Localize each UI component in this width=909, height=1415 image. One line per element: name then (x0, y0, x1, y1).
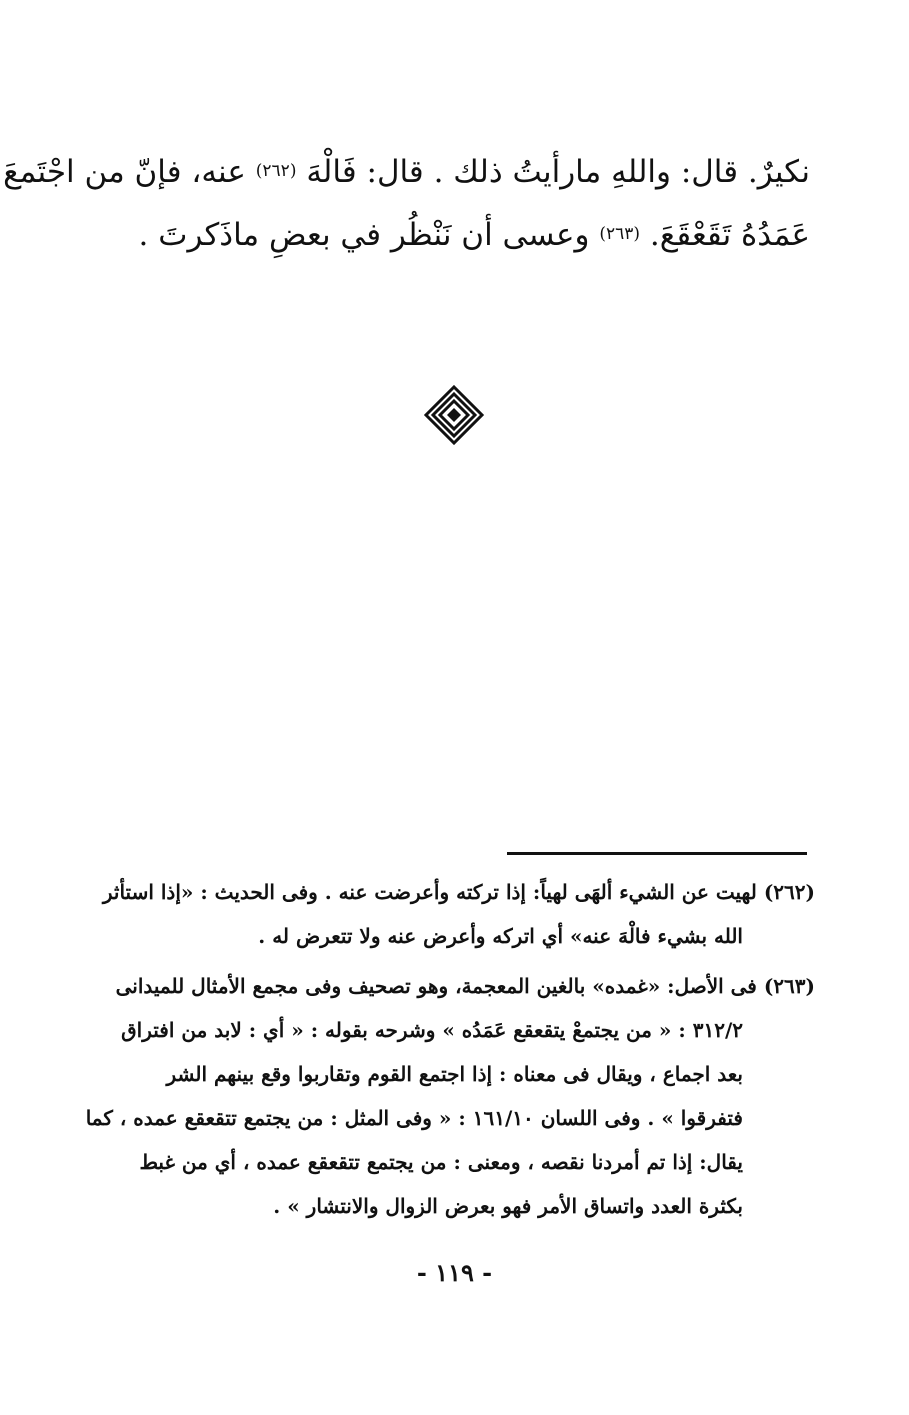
footnote-263-text-1: فى الأصل: «غمده» بالغين المعجمة، وهو تصحيف وفى مجمع الأمثال للميدانى (115, 974, 757, 998)
main-text-line-1-end: عنه، فإنّ من اجْتَمعَ (3, 153, 246, 190)
footnote-number-263: (٢٦٣) (763, 974, 815, 998)
footnote-262 (100, 870, 815, 958)
footnote-ref-263[interactable]: (٢٦٣) (599, 223, 641, 244)
footnote-262-line-1 (100, 870, 815, 914)
footnote-263-line-1 (100, 964, 815, 1008)
footnote-263 (85, 964, 815, 1228)
page-number: - ١١٩ - (416, 1258, 493, 1287)
footnotes-section (85, 870, 815, 1234)
footnote-262-line-2: الله بشيء فالْهَ عنه» أي اتركه وأعرض عنه ولا تتعرض له . (258, 924, 743, 948)
main-text-line-2 (100, 203, 810, 266)
footnote-ref-262[interactable]: (٢٦٢) (255, 161, 297, 181)
main-text-line-2-end: وعسى أن نَنْظُر في بعضِ ماذَكرتَ . (138, 216, 590, 253)
footnote-263-line-5: يقال: إذا تم أمردنا نقصه ، ومعنى : من يجتمع تتقعقع عمده ، أي من غبط (139, 1150, 743, 1174)
main-text-line-2-start: عَمَدُهُ تَقَعْقَعَ. (649, 216, 810, 253)
footnote-number-262: (٢٦٢) (763, 880, 815, 904)
footnote-divider (507, 852, 807, 855)
footnote-263-line-4: فتفرقوا » . وفى اللسان ١٦١/١٠ : « وفى المثل : من يجتمع تتقعقع عمده ، كما (85, 1106, 743, 1130)
main-text-line-1 (3, 140, 810, 203)
footnote-262-text-1: لهيت عن الشيء ألهَى لهياً: إذا تركته وأعرضت عنه . وفى الحديث : «إذا استأثر (102, 880, 757, 904)
footnote-263-line-3: بعد اجماع ، ويقال فى معناه : إذا اجتمع القوم وتقاربوا وقع بينهم الشر (166, 1062, 743, 1086)
footnote-263-line-2: ٣١٢/٢ : « من يجتمعْ يتقعقع عَمَدُه » وشرحه بقوله : « أي : لابد من افتراق (121, 1018, 743, 1042)
main-text (3, 140, 810, 266)
main-text-line-1-start: نكيرٌ. قال: واللهِ مارأيتُ ذلك . قال: فَالْهَ (306, 153, 810, 190)
footnote-263-line-6: بكثرة العدد واتساق الأمر فهو بعرض الزوال والانتشار » . (273, 1194, 743, 1218)
diamond-ornament-icon (424, 385, 484, 445)
